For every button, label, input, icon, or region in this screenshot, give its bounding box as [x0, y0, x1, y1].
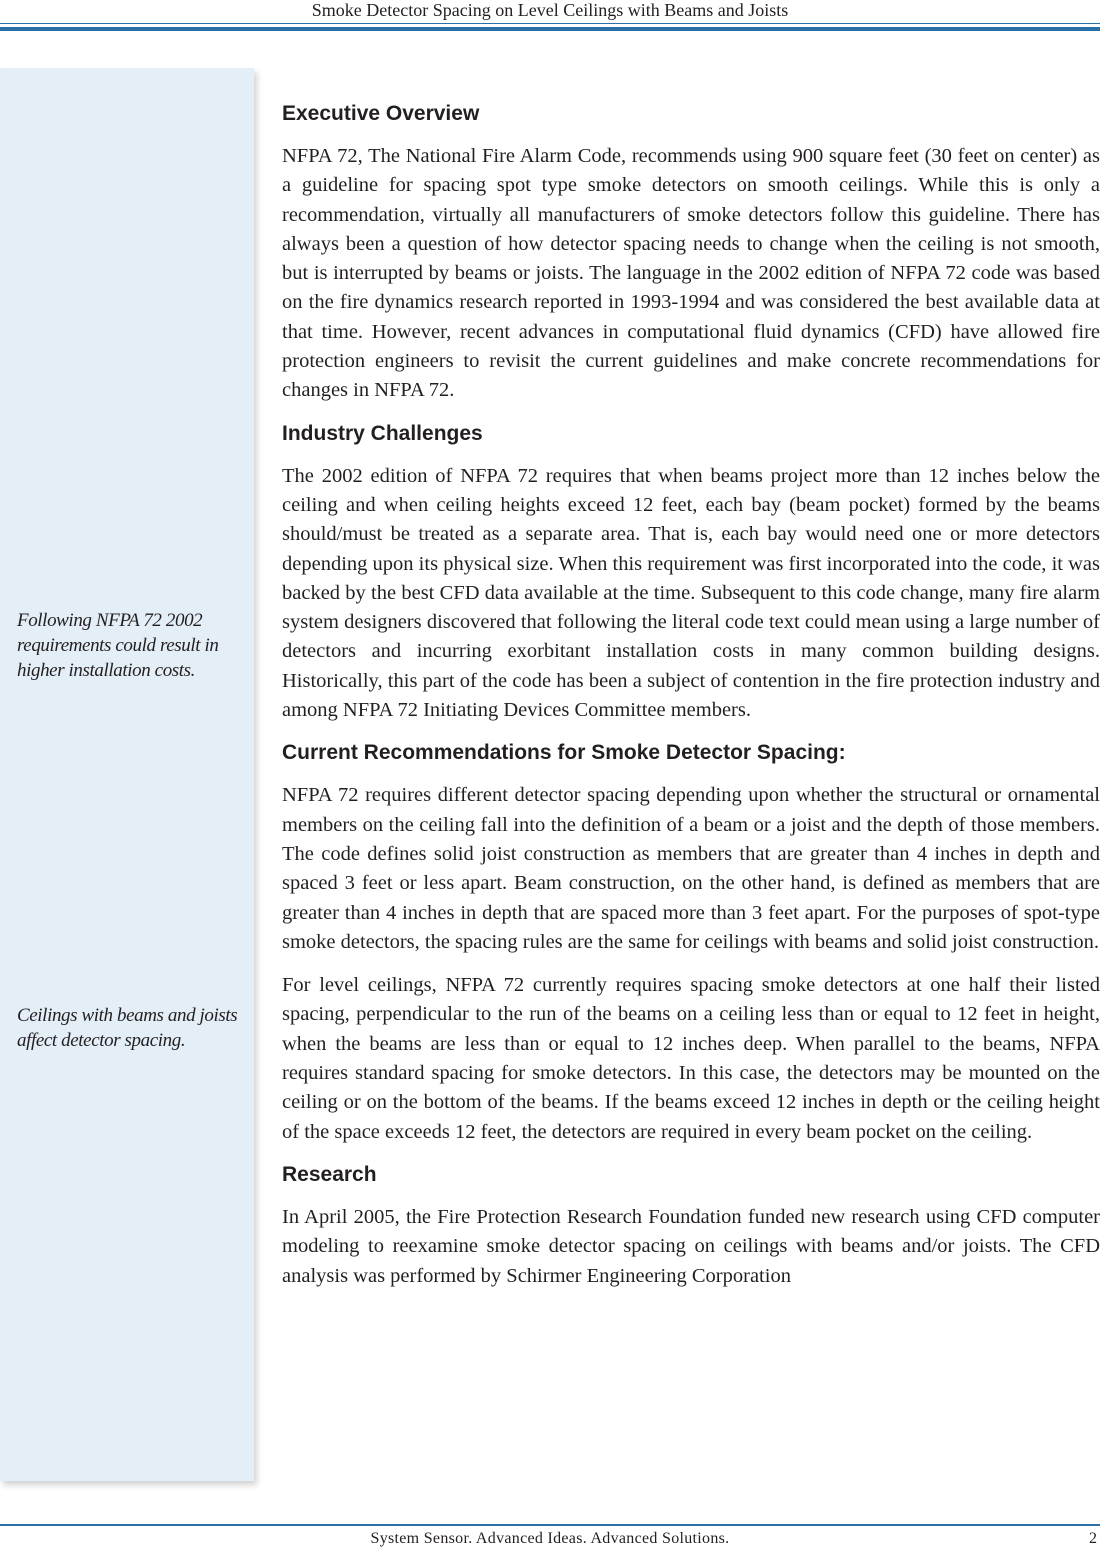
footer-tagline: System Sensor. Advanced Ideas. Advanced Solutions.	[370, 1530, 730, 1547]
page-number: 2	[1089, 1530, 1097, 1547]
sidebar-notes-panel	[0, 68, 254, 1481]
page-header-title: Smoke Detector Spacing on Level Ceilings with Beams and Joists	[311, 0, 789, 20]
paragraph: NFPA 72, The National Fire Alarm Code, recommends using 900 square feet (30 feet on center) as a guideline for spacing spot type smoke detectors on smooth ceilings. While this is only a recommendation, virtually all manufacturers of smoke detectors follow this guideline. There has always been a question of how detector spacing needs to change when the ceiling is not smooth, but is interrupted by beams or joists. The language in the 2002 edition of NFPA 72 code was based on the fire dynamics research reported in 1993-1994 and was considered the best available data at that time. However, recent advances in computational fluid dynamics (CFD) have allowed fire protection engineers to revisit the current guidelines and make concrete recommendations for changes in NFPA 72.	[282, 145, 1100, 402]
main-content	[282, 100, 1100, 1291]
paragraph: In April 2005, the Fire Protection Research Foundation funded new research using CFD computer modeling to reexamine smoke detector spacing on ceilings with beams and/or joists. The CFD analysis was performed by Schirmer Engineering Corporation	[282, 1205, 1100, 1287]
paragraph: NFPA 72 requires different detector spacing depending upon whether the structural or ornamental members on the ceiling fall into the definition of a beam or a joist and the depth of those members. The code defines solid joist construction as members that are greater than 4 inches in depth and spaced 3 feet or less apart. Beam construction, on the other hand, is defined as members that are greater than 4 inches in depth that are spaced more than 3 feet apart. For the purposes of spot-type smoke detectors, the spacing rules are the same for ceilings with beams and solid joist construction.	[282, 784, 1100, 953]
header-rule-thick	[0, 27, 1100, 31]
section-heading: Executive Overview	[282, 102, 480, 125]
section-current-recommendations	[282, 739, 1100, 1147]
sidebar-note-installation-costs: Following NFPA 72 2002 requirements could result in higher installation costs.	[17, 610, 219, 681]
section-industry-challenges	[282, 420, 1100, 726]
section-executive-overview	[282, 100, 1100, 406]
paragraph: The 2002 edition of NFPA 72 requires that when beams project more than 12 inches below the ceiling and when ceiling heights exceed 12 feet, each bay (beam pocket) formed by the beams should/must be treated as a separate area. That is, each bay would need one or more detectors depending upon its physical size. When this requirement was first incorporated into the code, it was backed by the best CFD data available at the time. Subsequent to this code change, many fire alarm system designers discovered that following the literal code text could mean using a large number of detectors and incurring exorbitant installation costs in many common building designs. Historically, this part of the code has been a subject of contention in the fire protection industry and among NFPA 72 Initiating Devices Committee members.	[282, 464, 1100, 722]
section-heading: Industry Challenges	[282, 421, 483, 445]
header-rule-thin	[0, 23, 1100, 24]
sidebar-note-detector-spacing: Ceilings with beams and joists affect detector spacing.	[17, 1005, 238, 1051]
section-research	[282, 1161, 1100, 1291]
paragraph: For level ceilings, NFPA 72 currently requires spacing smoke detectors at one half their listed spacing, perpendicular to the run of the beams on a ceiling less than or equal to 12 feet in height, when the beams are less than or equal to 12 inches deep. When parallel to the beams, NFPA requires standard spacing for smoke detectors. In this case, the detectors may be mounted on the ceiling or on the bottom of the beams. If the beams exceed 12 inches in depth or the ceiling height of the space exceeds 12 feet, the detectors are required in every beam pocket on the ceiling.	[282, 974, 1100, 1143]
section-heading: Current Recommendations for Smoke Detector Spacing:	[282, 741, 846, 765]
footer-rule	[0, 1524, 1100, 1526]
section-heading: Research	[282, 1162, 377, 1186]
